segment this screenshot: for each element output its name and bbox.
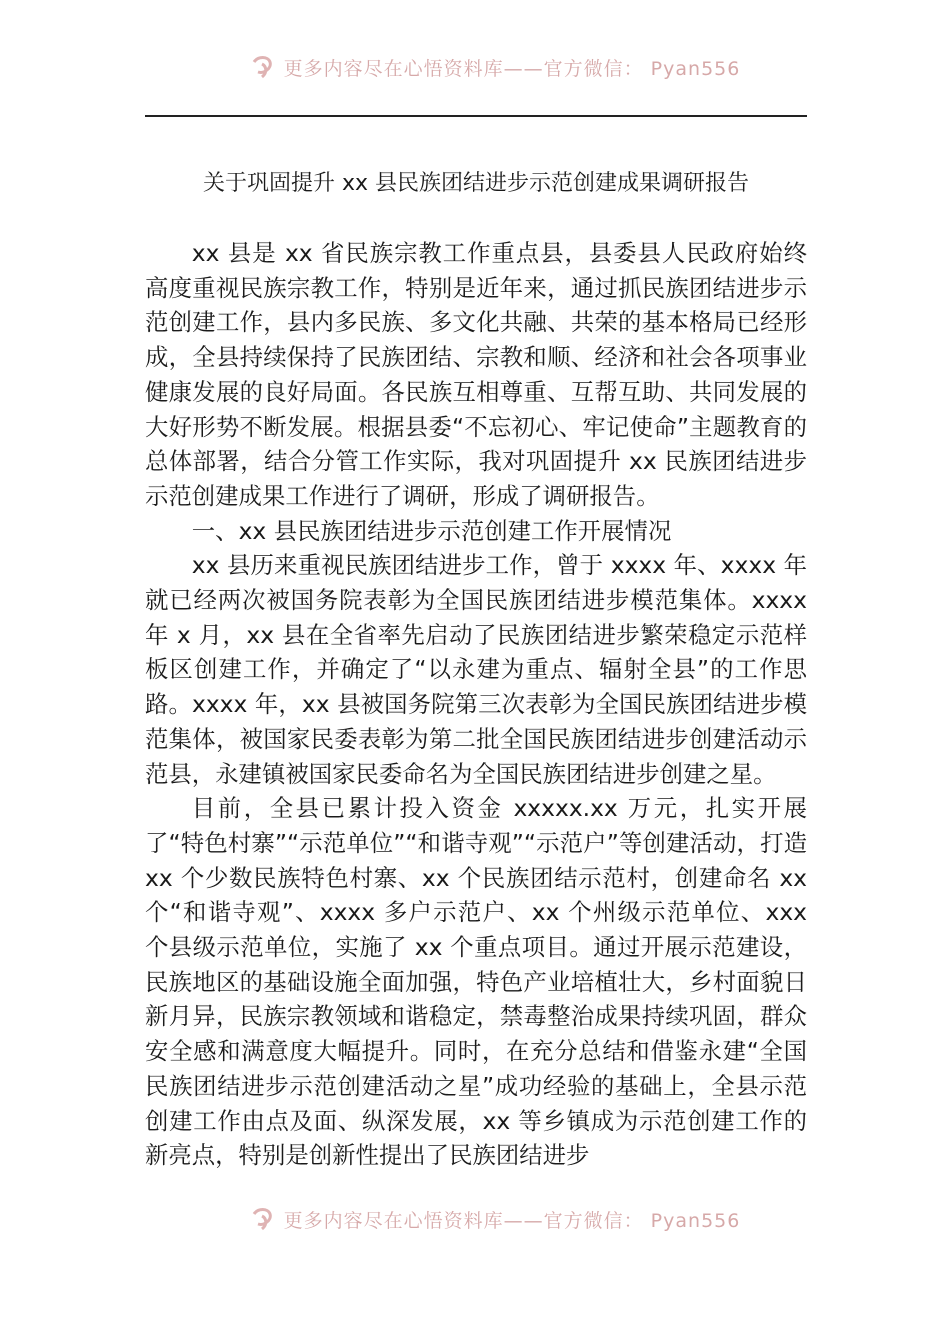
watermark-text: 更多内容尽在心悟资料库——官方微信： Pyan556 (283, 57, 741, 80)
section-heading-1: 一、xx 县民族团结进步示范创建工作开展情况 (191, 516, 672, 545)
header-rule (145, 115, 807, 117)
document-body (145, 236, 807, 1173)
document-title: 关于巩固提升 xx 县民族团结进步示范创建成果调研报告 (202, 171, 750, 196)
paragraph-intro: xx 县是 xx 省民族宗教工作重点县，县委县人民政府始终高度重视民族宗教工作，特别是近年来，通过抓民族团结进步示范创建工作，县内多民族、多文化共融、共荣的基本格局已经形成，全县持续保持了民族团结、宗教和顺、经济和社会各项事业健康发展的良好局面。各民族互相尊重、互帮互助、共同发展的大好形势不断发展。根据县委“不忘初心、牢记使命”主题教育的总体部署，结合分管工作实际，我对巩固提升 xx 民族团结进步示范创建成果工作进行了调研，形成了调研报告。 (145, 239, 807, 510)
paragraph-current: 目前，全县已累计投入资金 xxxxx.xx 万元，扎实开展了“特色村寨”“示范单位”“和谐寺观”“示范户”等创建活动，打造 xx 个少数民族特色村寨、xx 个民族团结示范村，创建命名 xx 个“和谐寺观”、xxxx 多户示范户、xx 个州级示范单位、xxx 个县级示范单位，实施了 xx 个重点项目。通过开展示范建设，民族地区的基础设施全面加强，特色产业培植壮大，乡村面貌日新月异，民族宗教领域和谐稳定，禁毒整治成果持续巩固，群众安全感和满意度大幅提升。同时，在充分总结和借鉴永建“全国民族团结进步示范创建活动之星”成功经验的基础上，全县示范创建工作由点及面、纵深发展，xx 等乡镇成为示范创建工作的新亮点，特别是创新性提出了民族团结进步 (145, 794, 807, 1170)
watermark-text: 更多内容尽在心悟资料库——官方微信： Pyan556 (283, 1209, 741, 1232)
paragraph-history: xx 县历来重视民族团结进步工作，曾于 xxxx 年、xxxx 年就已经两次被国务院表彰为全国民族团结进步模范集体。xxxx 年 x 月，xx 县在全省率先启动了民族团结进步繁荣稳定示范样板区创建工作，并确定了“以永建为重点、辐射全县”的工作思路。xxxx 年，xx 县被国务院第三次表彰为全国民族团结进步模范集体，被国家民委表彰为第二批全国民族团结进步创建活动示范县，永建镇被国家民委命名为全国民族团结进步创建之星。 (145, 551, 807, 788)
watermark-logo-icon (250, 54, 276, 80)
watermark-logo-icon (250, 1206, 276, 1232)
watermark-header (0, 52, 950, 82)
watermark-footer (0, 1204, 950, 1234)
